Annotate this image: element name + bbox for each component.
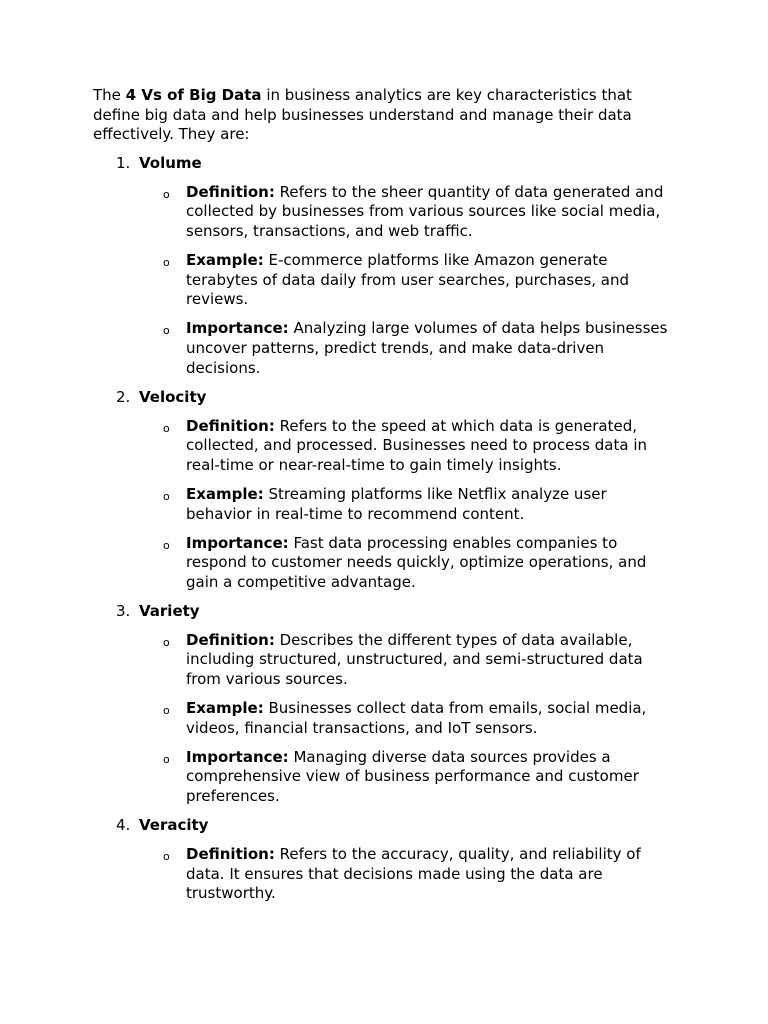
item-text: Analyzing large volumes of data helps businesses uncover patterns, predict trends, and make data-driven decisions. [186,319,668,377]
item-text: Refers to the accuracy, quality, and reliability of data. It ensures that decisions made using the data are trustworthy. [186,845,641,903]
item-label: Definition: [186,416,275,435]
item-text: E-commerce platforms like Amazon generate terabytes of data daily from user searches, purchases, and reviews. [186,251,630,309]
list-item [93,183,673,242]
section-heading [93,388,673,408]
section-title: Veracity [139,816,209,835]
list-item [93,845,673,904]
item-label: Example: [186,251,264,270]
bullet-icon: o [163,324,170,338]
list-item [93,485,673,524]
section-title: Variety [139,601,200,620]
list-item [93,699,673,738]
item-label: Importance: [186,319,289,338]
bullet-icon: o [163,256,170,270]
item-text: Refers to the speed at which data is generated, collected, and processed. Businesses need to process data in real-time or near-real-time to gain timely insights. [186,416,647,474]
item-label: Importance: [186,747,289,766]
section-velocity [93,388,673,593]
section-title: Volume [139,153,202,172]
item-label: Example: [186,484,264,503]
section-title: Velocity [139,387,207,406]
bullet-icon: o [163,421,170,435]
section-heading [93,602,673,622]
item-label: Definition: [186,182,275,201]
section-volume [93,154,673,378]
list-item [93,748,673,807]
section-number: 1. [116,153,131,172]
section-number: 3. [116,601,131,620]
item-label: Definition: [186,845,275,864]
bullet-icon: o [163,489,170,503]
section-number: 4. [116,816,131,835]
bullet-icon: o [163,635,170,649]
bullet-icon: o [163,752,170,766]
section-heading [93,816,673,836]
bullet-icon: o [163,704,170,718]
section-veracity [93,816,673,904]
item-text: Describes the different types of data available, including structured, unstructured, and semi-structured data from various sources. [186,630,643,689]
item-text: Streaming platforms like Netflix analyze user behavior in real-time to recommend content. [186,484,607,523]
document-page [93,86,673,913]
list-item [93,319,673,378]
sections-list [93,154,673,904]
list-item [93,534,673,593]
intro-suffix: in business analytics are key characteristics that define big data and help businesses understand and manage their data effectively. They are: [93,86,632,144]
bullet-icon: o [163,850,170,864]
list-item [93,417,673,476]
list-item [93,251,673,310]
item-text: Businesses collect data from emails, social media, videos, financial transactions, and IoT sensors. [186,699,647,737]
item-label: Importance: [186,533,289,552]
intro-term: 4 Vs of Big Data [125,86,262,104]
list-item [93,631,673,690]
intro-paragraph [93,86,673,145]
item-label: Definition: [186,630,275,649]
item-text: Fast data processing enables companies to respond to customer needs quickly, optimize operations, and gain a competitive advantage. [186,533,647,591]
item-text: Managing diverse data sources provides a comprehensive view of business performance and customer preferences. [186,747,639,806]
section-number: 2. [116,387,131,406]
bullet-icon: o [163,187,170,201]
bullet-icon: o [163,538,170,552]
item-label: Example: [186,699,264,718]
item-text: Refers to the sheer quantity of data generated and collected by businesses from various sources like social media, sensors, transactions, and web traffic. [186,182,664,240]
section-variety [93,602,673,807]
intro-prefix: The [93,86,126,104]
section-heading [93,154,673,174]
